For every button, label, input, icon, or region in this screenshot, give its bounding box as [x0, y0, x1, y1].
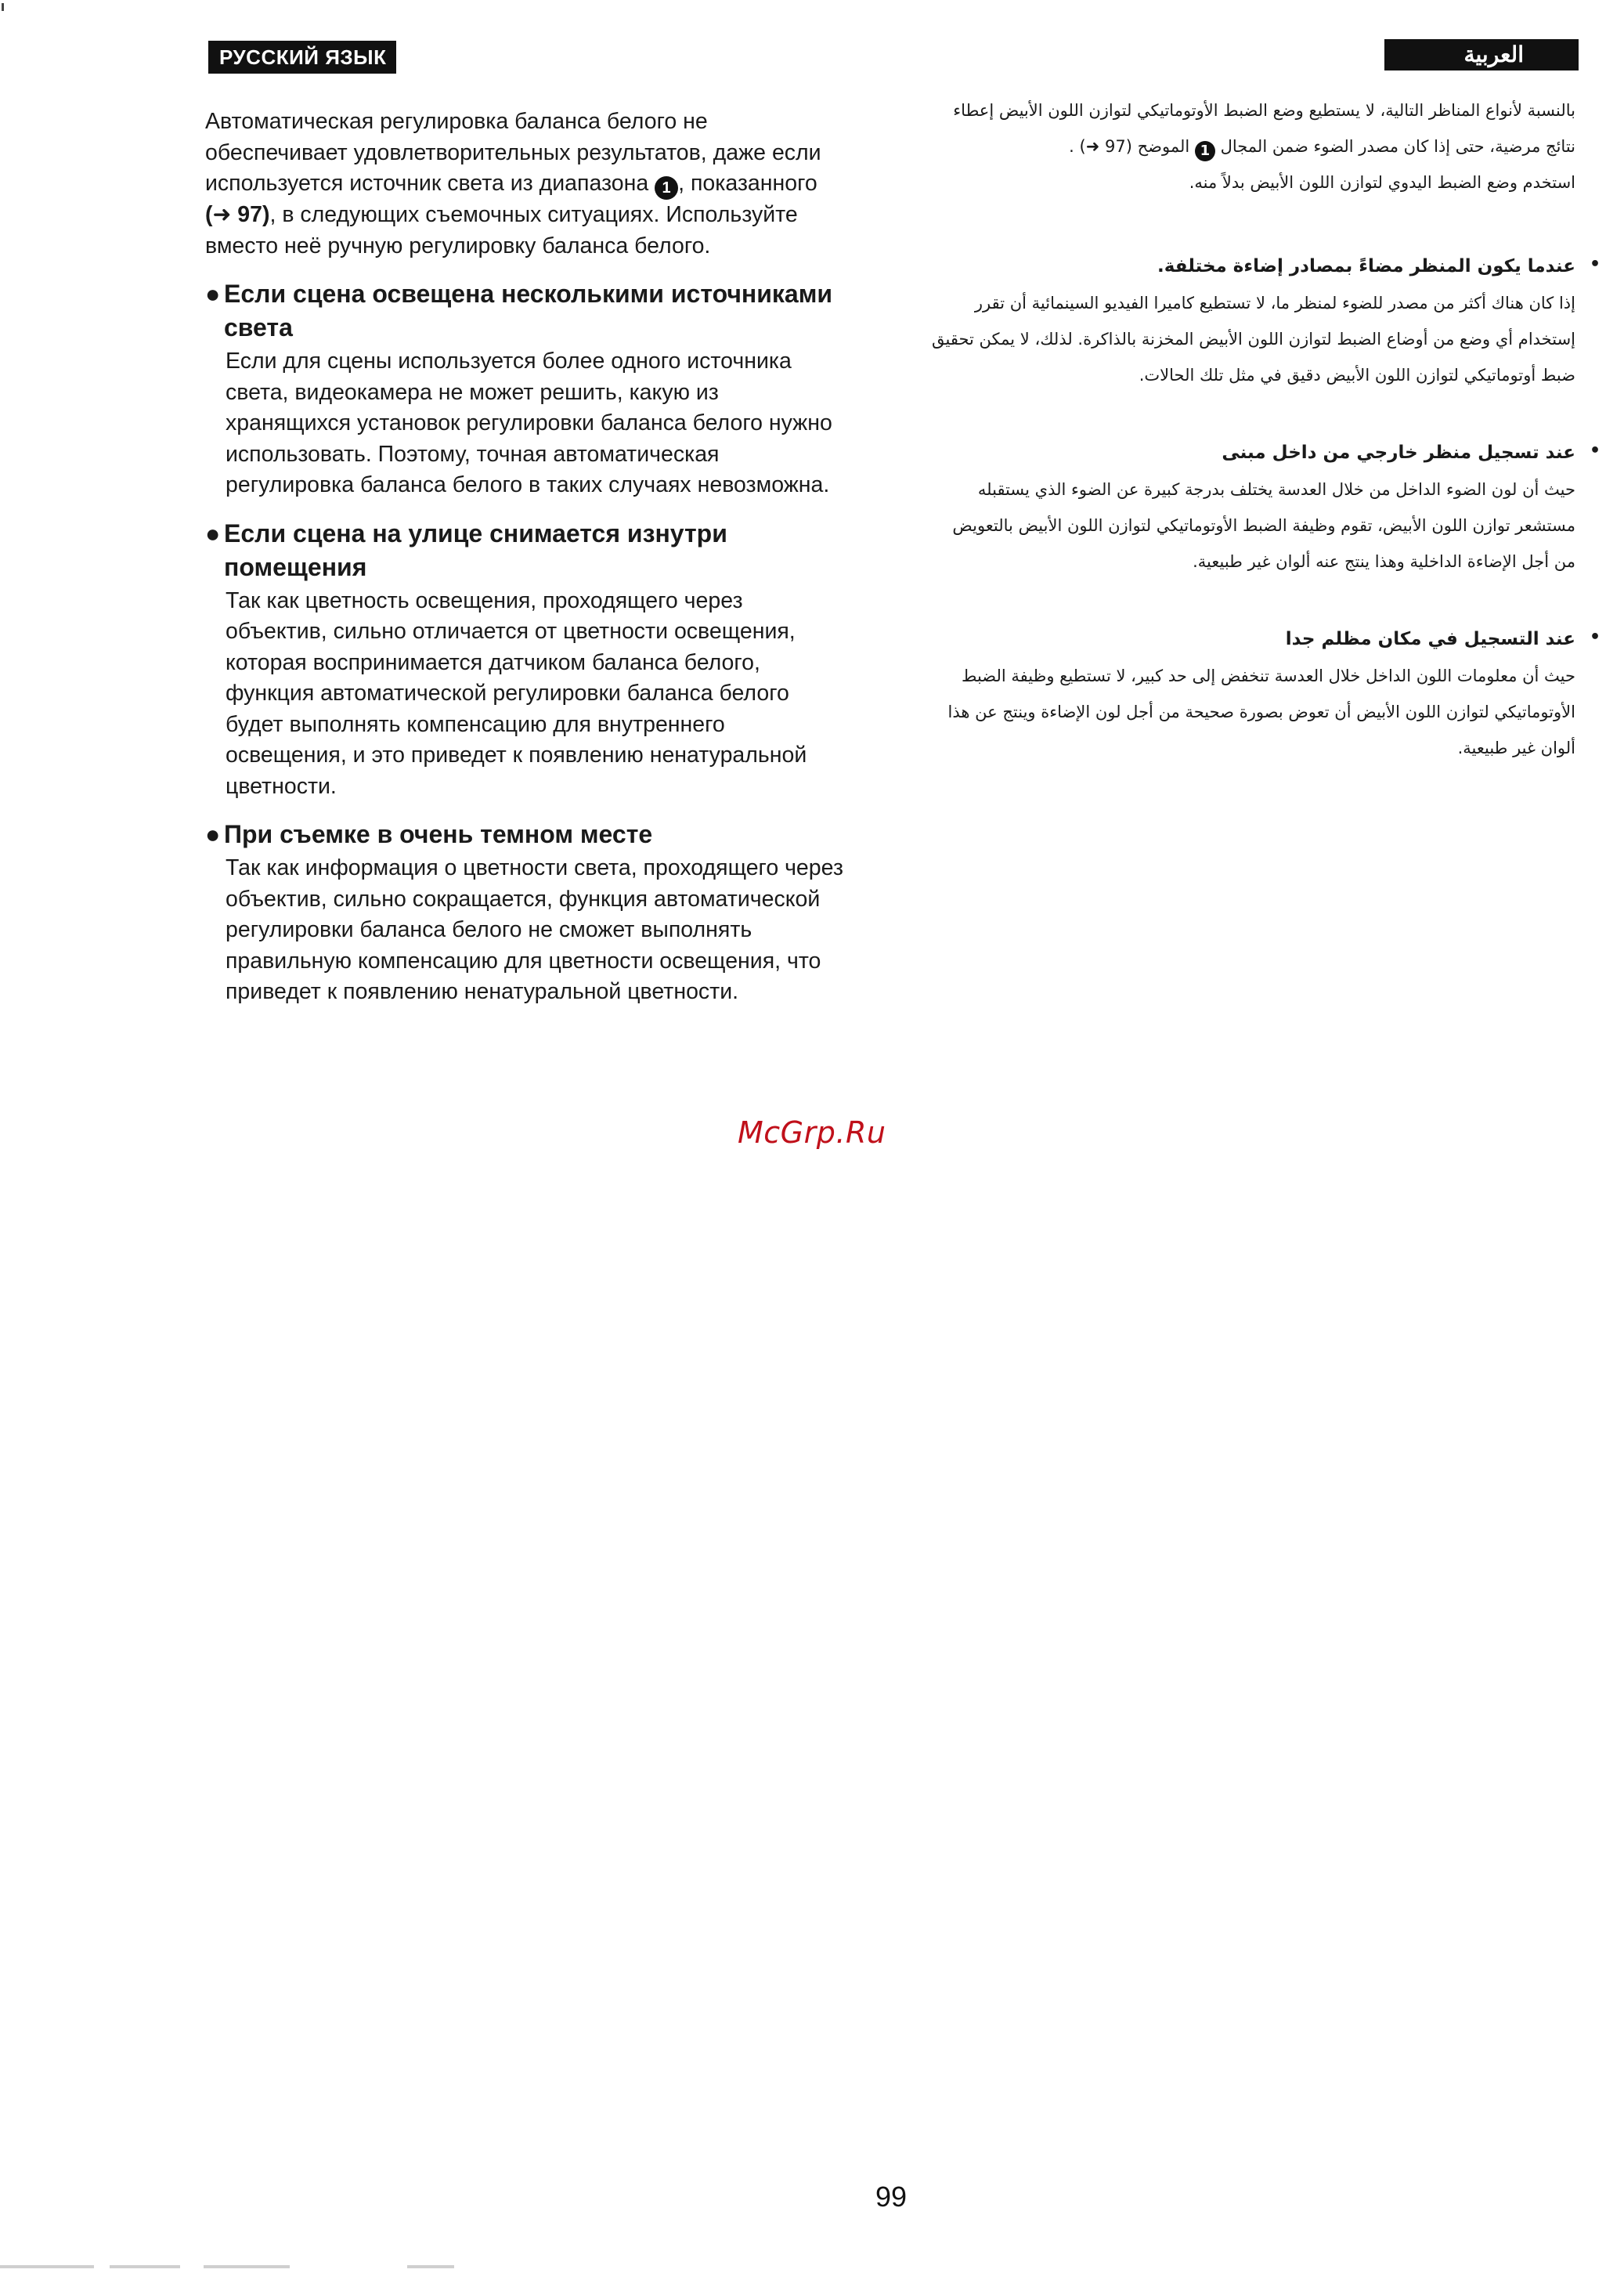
section-body: إذا كان هناك أكثر من مصدر للضوء لمنظر ما، لا تستطيع كاميرا الفيديو السينمائية أن تقرر إستخدام أي وضع من أوضاع الضبط لتوازن اللون الأبيض المخزنة بالذاكرة. لذلك، لا يمكن تحقيق ضبط أوتوماتيكي لتوازن اللون الأبيض دقيق في مثل تلك الحالات. — [932, 294, 1575, 385]
section-title — [205, 277, 847, 345]
page-number: 99 — [875, 2181, 908, 2213]
russian-column — [205, 107, 847, 1008]
section-body: Если для сцены используется более одного источника света, видеокамера не может решить, какую из хранящихся установок регулировки баланса белого нужно использовать. Поэтому, точная автоматическая регулировка баланса белого в таких случаях невозможна. — [226, 349, 832, 497]
section-body: حيث أن معلومات اللون الداخل خلال العدسة تنخفض إلى حد كبير، لا تستطيع وظيفة الضبط الأوتوماتيكي لتوازن اللون الأبيض أن تعوض بصورة صحيحة من أجل لون الإضاءة وينتج عن هذا ألوان غير طبيعية. — [947, 667, 1575, 757]
intro-text-3: , в следующих съемочных ситуациях. Используйте вместо неё ручную регулировку баланса белого. — [205, 202, 798, 258]
page-reference: (➜ 97) — [205, 202, 270, 227]
scan-artifact — [407, 2265, 454, 2268]
ru-section-multiple-lights — [205, 277, 847, 501]
section-title — [932, 622, 1601, 656]
scan-artifact — [110, 2265, 180, 2268]
ru-section-dark-place — [205, 818, 847, 1008]
section-title — [205, 517, 847, 584]
section-title-text: عندما يكون المنظر مضاءً بمصادر إضاءة مختلفة. — [1157, 256, 1575, 276]
bullet-icon: • — [1589, 255, 1601, 274]
section-title-text: Если сцена освещена несколькими источниками света — [224, 280, 833, 341]
ar-section-multiple-lights — [932, 249, 1601, 393]
scan-artifact — [204, 2265, 290, 2268]
arabic-column — [932, 92, 1601, 766]
section-body: حيث أن لون الضوء الداخل من خلال العدسة يختلف بدرجة كبيرة عن الضوء الذي يستقبله مستشعر توازن اللون الأبيض، تقوم وظيفة الضبط الأوتوماتيكي لتوازن اللون الأبيض بالتعويض من أجل الإضاءة الداخلية وهذا ينتج عنه ألوان غير طبيعية. — [952, 480, 1575, 571]
intro-text-2: , показанного — [678, 171, 817, 196]
bullet-icon: ● — [205, 519, 221, 547]
bullet-icon: • — [1589, 441, 1601, 461]
range-circle-icon: 1 — [1195, 141, 1215, 161]
ar-section-outdoor-from-indoor — [932, 435, 1601, 580]
intro-text-3: استخدم وضع الضبط اليدوي لتوازن اللون الأبيض بدلاً منه. — [1189, 173, 1575, 192]
intro-text-2: الموضح (97 ➜) . — [1069, 137, 1190, 156]
bullet-icon: ● — [205, 820, 221, 848]
ar-section-dark-place — [932, 622, 1601, 766]
section-title-text: При съемке в очень темном месте — [224, 820, 653, 848]
arabic-intro — [932, 92, 1575, 201]
bullet-icon: • — [1589, 627, 1601, 647]
section-title — [932, 435, 1601, 470]
language-tag-russian: РУССКИЙ ЯЗЫК — [208, 41, 396, 74]
section-title-text: Если сцена на улице снимается изнутри помещения — [224, 519, 727, 581]
section-title — [205, 818, 847, 851]
bullet-icon: ● — [205, 280, 221, 308]
russian-intro — [205, 107, 847, 262]
section-body: Так как информация о цветности света, проходящего через объектив, сильно сокращается, функция автоматической регулировки баланса белого не сможет выполнять правильную компенсацию для цветности освещения, что приведет к появлению ненатуральной цветности. — [226, 855, 843, 1004]
range-circle-icon: 1 — [655, 176, 678, 200]
language-tag-arabic: العربية — [1384, 39, 1579, 70]
section-title — [932, 249, 1601, 284]
ru-section-outdoor-from-indoor — [205, 517, 847, 803]
scan-artifact — [0, 2265, 94, 2268]
watermark-link[interactable]: McGrp.Ru — [738, 1115, 886, 1150]
section-title-text: عند التسجيل في مكان مظلم جدا — [1285, 629, 1575, 649]
intro-text-1: Автоматическая регулировка баланса белого не обеспечивает удовлетворительных результатов, даже если используется источник света из диапазона — [205, 109, 821, 196]
section-body: Так как цветность освещения, проходящего через объектив, сильно отличается от цветности освещения, которая воспринимается датчиком баланса белого, функция автоматической регулировки баланса белого будет выполнять компенсацию для внутреннего освещения, и это приведет к появлению ненатуральной цветности. — [226, 587, 807, 799]
intro-text-1: بالنسبة لأنواع المناظر التالية، لا يستطيع وضع الضبط الأوتوماتيكي لتوازن اللون الأبيض إعطاء نتائج مرضية، حتى إذا كان مصدر الضوء ضمن المجال — [953, 101, 1575, 156]
scan-mark — [2, 3, 4, 11]
section-title-text: عند تسجيل منظر خارجي من داخل مبنى — [1222, 443, 1575, 463]
